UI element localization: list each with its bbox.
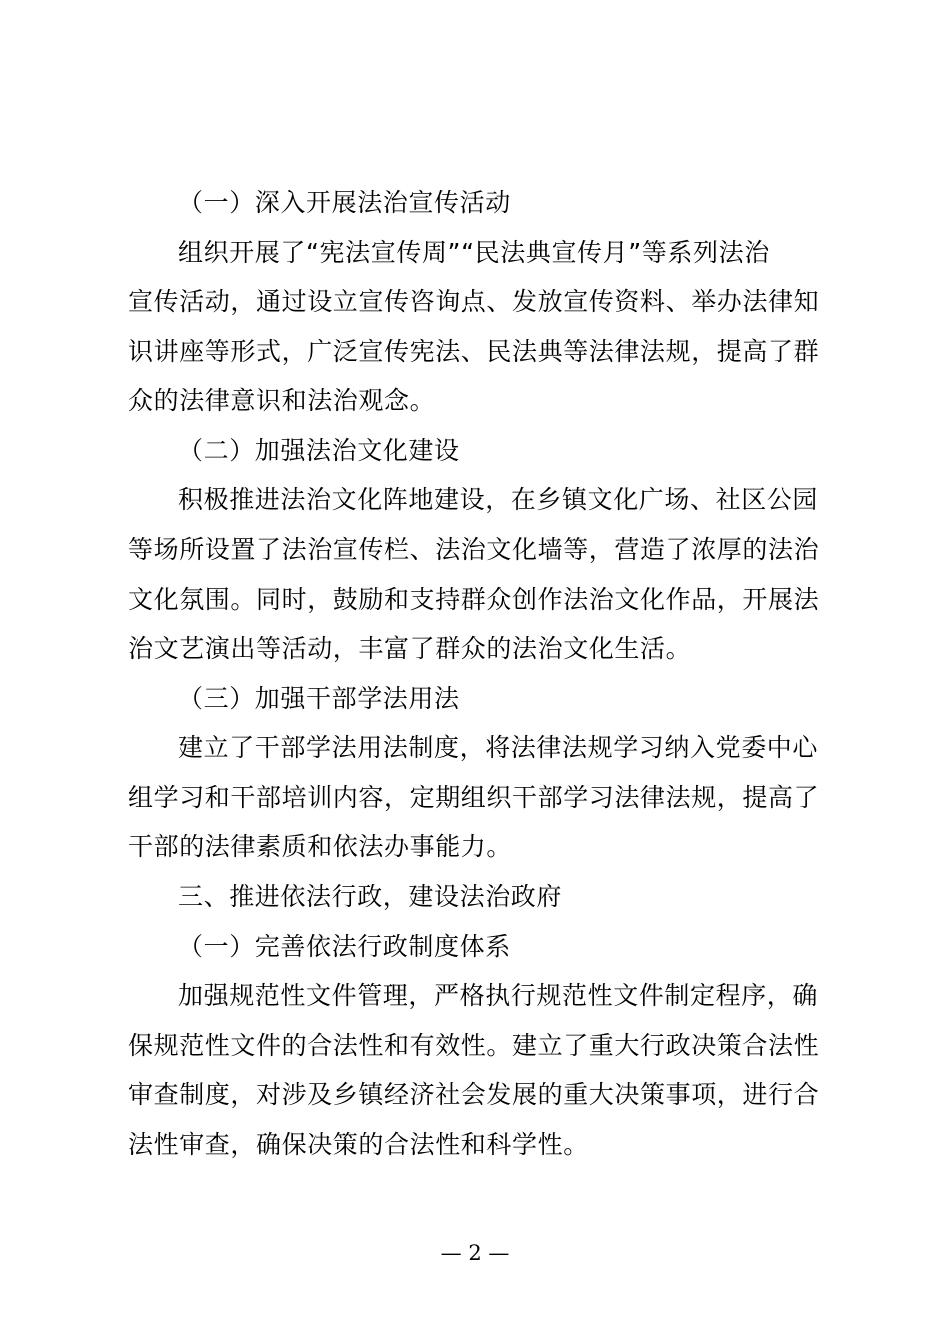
paragraph-line: 组织开展了“宪法宣传周”“民法典宣传月”等系列法治 xyxy=(178,238,770,267)
paragraph-line: 等场所设置了法治宣传栏、法治文化墙等，营造了浓厚的法治 xyxy=(128,535,820,564)
section-heading: （二）加强法治文化建设 xyxy=(178,436,460,465)
paragraph-line: 众的法律意识和法治观念。 xyxy=(128,386,436,415)
paragraph-line: 审查制度，对涉及乡镇经济社会发展的重大决策事项，进行合 xyxy=(128,1080,820,1109)
chapter-heading: 三、推进依法行政，建设法治政府 xyxy=(178,882,563,911)
page-number: — 2 — xyxy=(440,1241,510,1265)
paragraph-line: 保规范性文件的合法性和有效性。建立了重大行政决策合法性 xyxy=(128,1031,820,1060)
paragraph-line: 文化氛围。同时，鼓励和支持群众创作法治文化作品，开展法 xyxy=(128,585,820,614)
paragraph-line: 治文艺演出等活动，丰富了群众的法治文化生活。 xyxy=(128,634,692,663)
paragraph-line: 加强规范性文件管理，严格执行规范性文件制定程序，确 xyxy=(178,981,819,1010)
paragraph-line: 积极推进法治文化阵地建设，在乡镇文化广场、社区公园 xyxy=(178,485,819,514)
paragraph-line: 法性审查，确保决策的合法性和科学性。 xyxy=(128,1130,589,1159)
section-heading: （一）完善依法行政制度体系 xyxy=(178,932,511,961)
section-heading: （一）深入开展法治宣传活动 xyxy=(178,188,511,217)
paragraph-line: 宣传活动，通过设立宣传咨询点、发放宣传资料、举办法律知 xyxy=(128,287,820,316)
section-heading: （三）加强干部学法用法 xyxy=(178,684,460,713)
paragraph-line: 干部的法律素质和依法办事能力。 xyxy=(128,832,513,861)
paragraph-line: 建立了干部学法用法制度，将法律法规学习纳入党委中心 xyxy=(178,733,819,762)
paragraph-line: 组学习和干部培训内容，定期组织干部学习法律法规，提高了 xyxy=(128,783,820,812)
paragraph-line: 识讲座等形式，广泛宣传宪法、民法典等法律法规，提高了群 xyxy=(128,337,820,366)
